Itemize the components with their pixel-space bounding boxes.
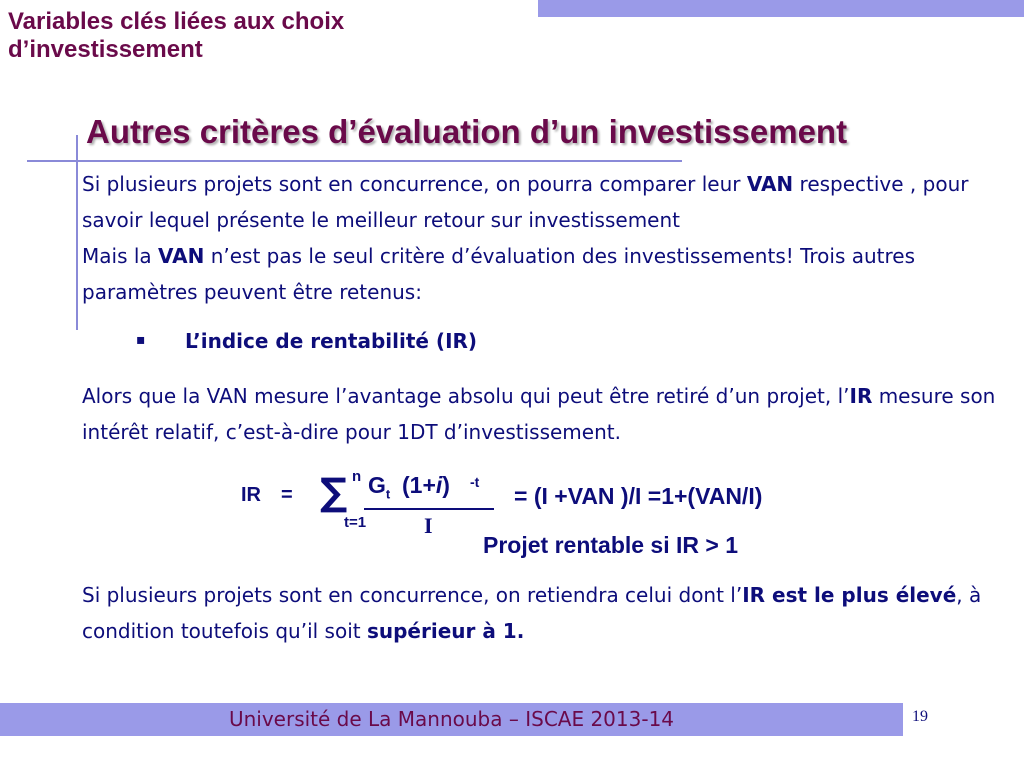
sigma-icon: ∑ [320, 470, 348, 514]
footer-text: Université de La Mannouba – ISCAE 2013-14 [228, 707, 675, 731]
conclusion-text-2: , à condition toutefois qu’il soit [82, 583, 982, 643]
formula-rate: i [435, 472, 443, 498]
formula-lower-bound: t=1 [344, 514, 367, 531]
conclusion-text-1: Si plusieurs projets sont en concurrence, on retiendra celui dont l’ [82, 583, 743, 607]
fraction-bar [364, 508, 494, 510]
formula-exponent: -t [470, 474, 480, 490]
profitability-condition: Projet rentable si IR > 1 [483, 532, 739, 558]
intro-paragraph [82, 166, 1022, 310]
formula-paren-close: ) [442, 472, 450, 498]
vertical-divider [76, 135, 78, 330]
intro-text-3: Mais la [82, 244, 159, 268]
formula-result: = (I +VAN )/I =1+(VAN/I) [514, 483, 763, 509]
section-title-line2: d’investissement [8, 36, 203, 63]
formula-lhs: IR [241, 484, 261, 506]
bullet-heading: L’indice de rentabilité (IR) [185, 329, 478, 353]
intro-van-2: VAN [158, 244, 205, 268]
intro-text-2: respective , pour savoir lequel présente le meilleur retour sur investissement [82, 172, 969, 232]
ir-text-1: Alors que la VAN mesure l’avantage absolu qui peut être retiré d’un projet, l’ [82, 384, 850, 408]
section-title [8, 8, 508, 64]
bullet-marker: ▪ [136, 332, 146, 348]
formula-paren-open: (1+ [402, 472, 436, 498]
ir-text-bold: IR [849, 384, 873, 408]
formula-g-sub: t [385, 486, 391, 502]
formula-equals: = [281, 484, 293, 506]
intro-text-1: Si plusieurs projets sont en concurrence, on pourra comparer leur [82, 172, 747, 196]
conclusion-bold-1: IR est le plus élevé [742, 583, 957, 607]
horizontal-divider [27, 160, 682, 162]
page-number: 19 [912, 708, 928, 725]
conclusion-bold-2: supérieur à 1. [366, 619, 525, 643]
formula-denominator: I [424, 513, 433, 538]
intro-text-4: n’est pas le seul critère d’évaluation des investissements! Trois autres paramètres peuvent être retenus: [82, 244, 916, 304]
ir-text-2: mesure son intérêt relatif, c’est-à-dire pour 1DT d’investissement. [82, 384, 996, 444]
ir-explanation-paragraph [82, 378, 1012, 450]
formula-gt [368, 472, 390, 502]
conclusion-paragraph [82, 577, 1012, 649]
slide-title: Autres critères d’évaluation d’un investissement [86, 113, 848, 150]
formula-g: G [368, 472, 386, 498]
section-title-line1: Variables clés liées aux choix [8, 8, 345, 35]
top-accent-bar [538, 0, 1024, 17]
formula-upper-bound: n [352, 468, 362, 485]
formula-discount [402, 472, 450, 499]
intro-van-1: VAN [746, 172, 794, 196]
